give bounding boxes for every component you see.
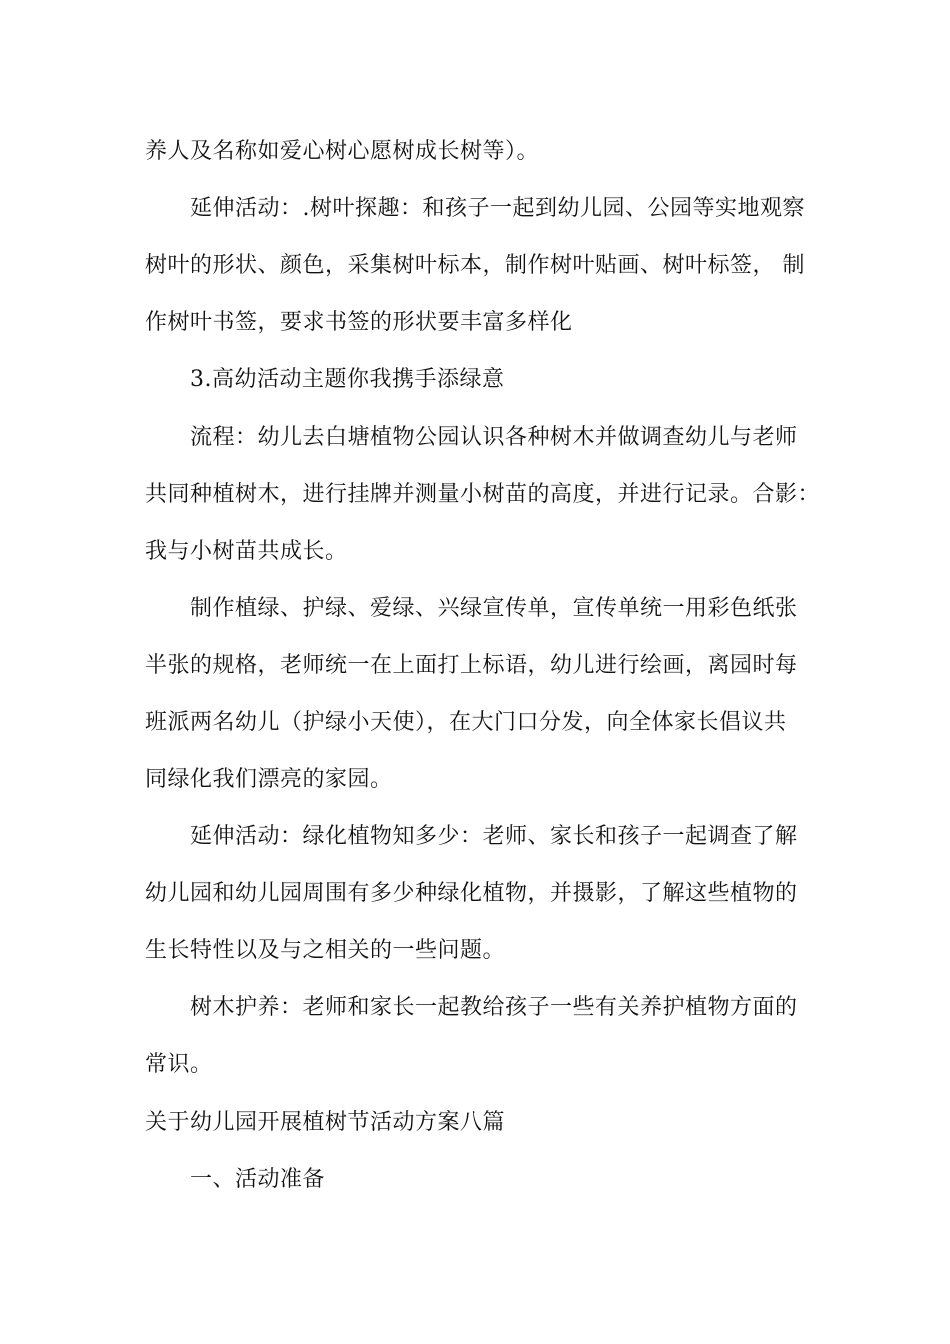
text-line: 班派两名幼儿（护绿小天使），在大门口分发，向全体家长倡议共 xyxy=(145,710,787,735)
text-line: 树叶的形状、颜色，采集树叶标本，制作树叶贴画、树叶标签， 制 xyxy=(145,253,805,278)
section-heading: 3.高幼活动主题你我携手添绿意 xyxy=(190,367,505,392)
section-heading: 一、活动准备 xyxy=(190,1167,326,1192)
text-line: 作树叶书签，要求书签的形状要丰富多样化 xyxy=(145,310,573,335)
paragraph-first-line: 树木护养：老师和家长一起教给孩子一些有关养护植物方面的 xyxy=(190,995,798,1020)
text-line: 半张的规格，老师统一在上面打上标语，幼儿进行绘画，离园时每 xyxy=(145,653,798,678)
text-line: 共同种植树木，进行挂牌并测量小树苗的高度，并进行记录。合影： xyxy=(145,482,821,507)
paragraph-first-line: 流程：幼儿去白塘植物公园认识各种树木并做调查幼儿与老师 xyxy=(190,425,798,450)
text-line: 养人及名称如爱心树心愿树成长树等）。 xyxy=(145,139,540,164)
paragraph-first-line: 延伸活动：绿化植物知多少：老师、家长和孩子一起调查了解 xyxy=(190,824,798,849)
text-line: 同绿化我们漂亮的家园。 xyxy=(145,767,393,792)
paragraph-first-line: 延伸活动：.树叶探趣：和孩子一起到幼儿园、公园等实地观察 xyxy=(190,196,805,221)
text-line: 我与小树苗共成长。 xyxy=(145,539,348,564)
document-title: 关于幼儿园开展植树节活动方案八篇 xyxy=(145,1110,506,1135)
text-line: 幼儿园和幼儿园周围有多少种绿化植物，并摄影，了解这些植物的 xyxy=(145,881,798,906)
text-line: 常识。 xyxy=(145,1052,213,1077)
paragraph-first-line: 制作植绿、护绿、爱绿、兴绿宣传单，宣传单统一用彩色纸张 xyxy=(190,596,798,621)
text-line: 生长特性以及与之相关的一些问题。 xyxy=(145,938,506,963)
